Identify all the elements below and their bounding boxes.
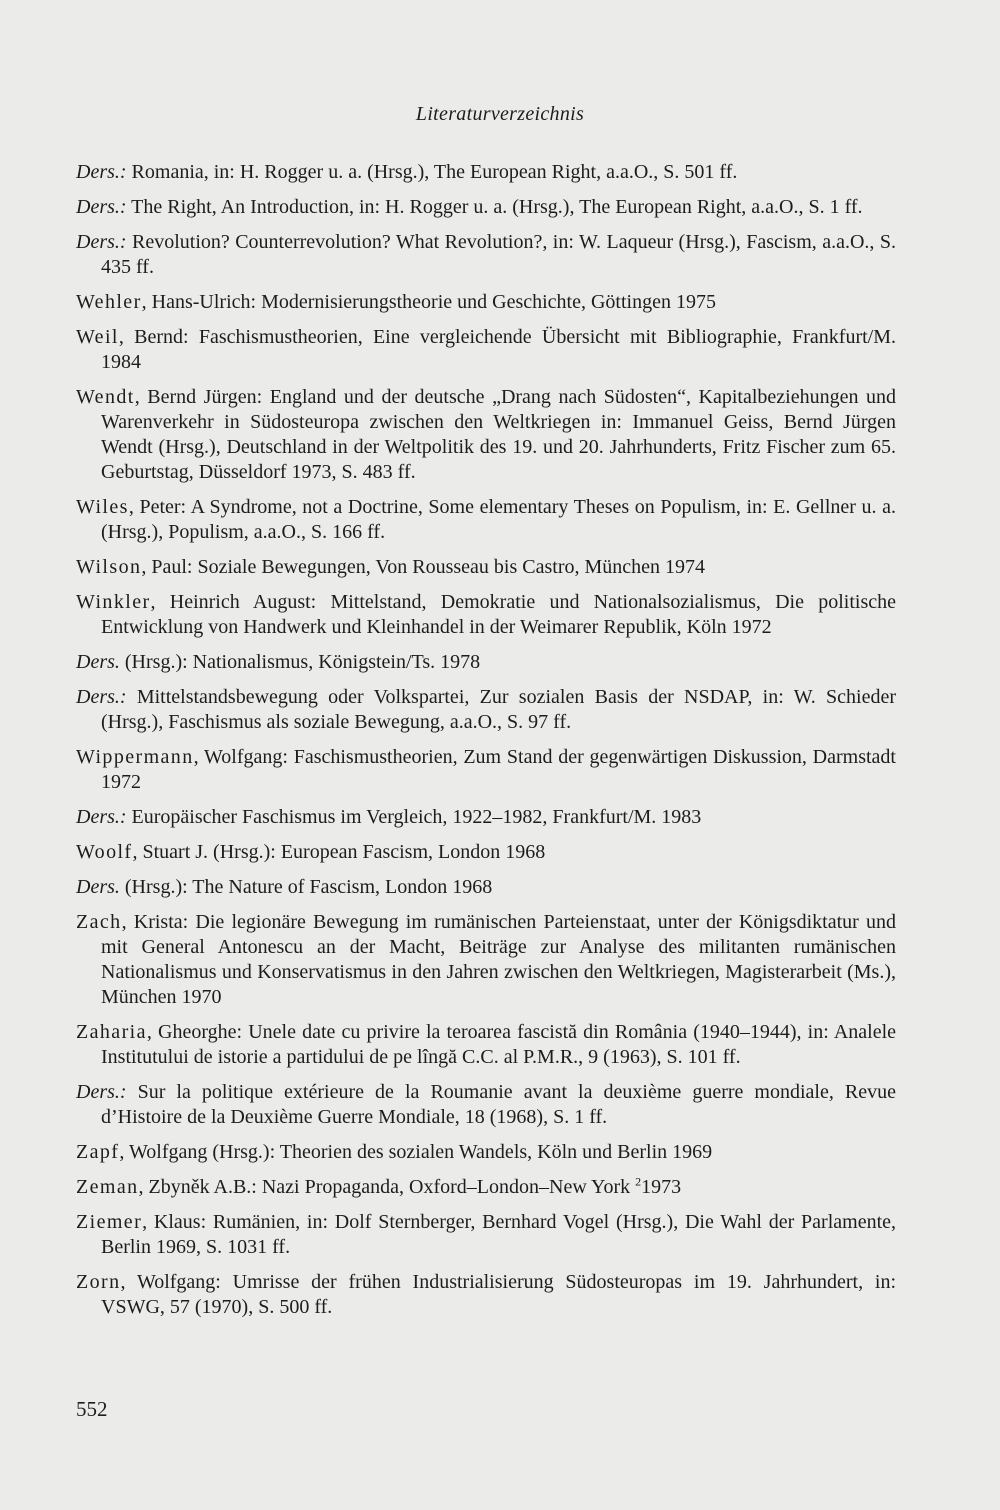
bibliography-entry (76, 1140, 896, 1165)
bibliography-entry (76, 910, 896, 1010)
bibliography-entry (76, 495, 896, 545)
entry-author: Winkler (76, 591, 151, 613)
entry-text: , Bernd Jürgen: England und der deutsche „Drang nach Südosten“, Kapitalbeziehungen und Warenverkehr in Südosteuropa zwischen den Weltkriegen in: Immanuel Geiss, Bernd Jürgen Wendt (Hrsg.), Deutschland in der Weltpolitik des 19. und 20. Jahrhunderts, Fritz Fischer zum 65. Geburtstag, Düsseldorf 1973, S. 483 ff. (101, 386, 896, 483)
entry-author: Ziemer (76, 1211, 143, 1233)
entry-text: Sur la politique extérieure de la Roumanie avant la deuxième guerre mondiale, Revue d’Histoire de la Deuxième Guerre Mondiale, 18 (1968), S. 1 ff. (101, 1081, 896, 1128)
entry-text: , Peter: A Syndrome, not a Doctrine, Some elementary Theses on Populism, in: E. Gellner u. a. (Hrsg.), Populism, a.a.O., S. 166 ff. (101, 496, 896, 543)
entry-author: Wendt (76, 386, 135, 408)
entry-text: , Bernd: Faschismustheorien, Eine vergleichende Übersicht mit Bibliographie, Frankfurt/M. 1984 (101, 326, 896, 373)
entry-author: Zaharia (76, 1021, 147, 1043)
entry-text: , Wolfgang: Umrisse der frühen Industrialisierung Südosteuropas im 19. Jahrhundert, in: VSWG, 57 (1970), S. 500 ff. (101, 1271, 896, 1318)
entry-text: The Right, An Introduction, in: H. Rogger u. a. (Hrsg.), The European Right, a.a.O., S. 1 ff. (126, 196, 863, 218)
running-header: Literaturverzeichnis (415, 103, 585, 125)
entry-text: , Krista: Die legionäre Bewegung im rumänischen Parteienstaat, unter der Königsdiktatur und mit General Antonescu an der Macht, Beiträge zur Analyse des militanten rumänischen Nationalismus und Konservatismus in den Jahren zwischen den Weltkriegen, Magisterarbeit (Ms.), München 1970 (101, 911, 896, 1008)
bibliography-entry (76, 160, 896, 185)
entry-author: Wilson (76, 556, 142, 578)
entry-text: Romania, in: H. Rogger u. a. (Hrsg.), The European Right, a.a.O., S. 501 ff. (126, 161, 738, 183)
bibliography-entry (76, 590, 896, 640)
entry-author: Zorn (76, 1271, 121, 1293)
bibliography-entry (76, 685, 896, 735)
bibliography-entry (76, 745, 896, 795)
entry-text: Europäischer Faschismus im Vergleich, 1922–1982, Frankfurt/M. 1983 (126, 806, 702, 828)
bibliography-entry (76, 805, 896, 830)
bibliography-entry (76, 1020, 896, 1070)
entry-text-tail: 1973 (641, 1176, 682, 1198)
bibliography-entry (76, 230, 896, 280)
bibliography-list (76, 160, 896, 1330)
entry-text: Revolution? Counterrevolution? What Revolution?, in: W. Laqueur (Hrsg.), Fascism, a.a.O., S. 435 ff. (101, 231, 896, 278)
bibliography-entry (76, 1210, 896, 1260)
entry-ders: Ders.: (76, 161, 127, 183)
entry-author: Zach (76, 911, 122, 933)
entry-author: Zeman (76, 1176, 139, 1198)
bibliography-entry (76, 1080, 896, 1130)
bibliography-entry (76, 1270, 896, 1320)
entry-author: Wiles (76, 496, 129, 518)
entry-author: Zapf (76, 1141, 120, 1163)
entry-author: Woolf (76, 841, 133, 863)
bibliography-entry (76, 325, 896, 375)
bibliography-entry (76, 290, 896, 315)
entry-text: , Hans-Ulrich: Modernisierungstheorie und Geschichte, Göttingen 1975 (141, 291, 716, 313)
entry-author: Wehler (76, 291, 142, 313)
entry-text: (Hrsg.): The Nature of Fascism, London 1968 (119, 876, 493, 898)
entry-ders: Ders.: (76, 806, 127, 828)
bibliography-entry (76, 840, 896, 865)
bibliography-entry (76, 195, 896, 220)
entry-ders: Ders.: (76, 1081, 127, 1103)
bibliography-entry (76, 1175, 896, 1200)
entry-superscript: 2 (635, 1174, 642, 1189)
entry-text: , Paul: Soziale Bewegungen, Von Rousseau bis Castro, München 1974 (141, 556, 706, 578)
bibliography-entry (76, 650, 896, 675)
entry-author: Weil (76, 326, 119, 348)
bibliography-entry (76, 555, 896, 580)
entry-text: , Klaus: Rumänien, in: Dolf Sternberger, Bernhard Vogel (Hrsg.), Die Wahl der Parlamente, Berlin 1969, S. 1031 ff. (101, 1211, 896, 1258)
bibliography-entry (76, 875, 896, 900)
entry-author: Wippermann (76, 746, 194, 768)
entry-text: , Zbyněk A.B.: Nazi Propaganda, Oxford–London–New York (138, 1176, 636, 1198)
entry-text: (Hrsg.): Nationalismus, Königstein/Ts. 1978 (119, 651, 481, 673)
entry-ders: Ders.: (76, 686, 127, 708)
entry-ders: Ders.: (76, 231, 127, 253)
entry-text: , Wolfgang: Faschismustheorien, Zum Stand der gegenwärtigen Diskussion, Darmstadt 1972 (101, 746, 896, 793)
entry-text: , Gheorghe: Unele date cu privire la teroarea fascistă din România (1940–1944), in: Analele Institutului de istorie a partidului de pe lîngă C.C. al P.M.R., 9 (1963), S. 101 ff. (101, 1021, 896, 1068)
page-number: 552 (76, 1397, 108, 1421)
bibliography-entry (76, 385, 896, 485)
entry-text: Mittelstandsbewegung oder Volkspartei, Zur sozialen Basis der NSDAP, in: W. Schieder (Hrsg.), Faschismus als soziale Bewegung, a.a.O., S. 97 ff. (101, 686, 896, 733)
entry-ders: Ders.: (76, 196, 127, 218)
entry-ders: Ders. (76, 651, 120, 673)
entry-text: , Stuart J. (Hrsg.): European Fascism, London 1968 (132, 841, 546, 863)
entry-text: , Wolfgang (Hrsg.): Theorien des sozialen Wandels, Köln und Berlin 1969 (119, 1141, 713, 1163)
entry-ders: Ders. (76, 876, 120, 898)
entry-text: , Heinrich August: Mittelstand, Demokratie und Nationalsozialismus, Die politische Entwicklung von Handwerk und Kleinhandel in der Weimarer Republik, Köln 1972 (101, 591, 896, 638)
